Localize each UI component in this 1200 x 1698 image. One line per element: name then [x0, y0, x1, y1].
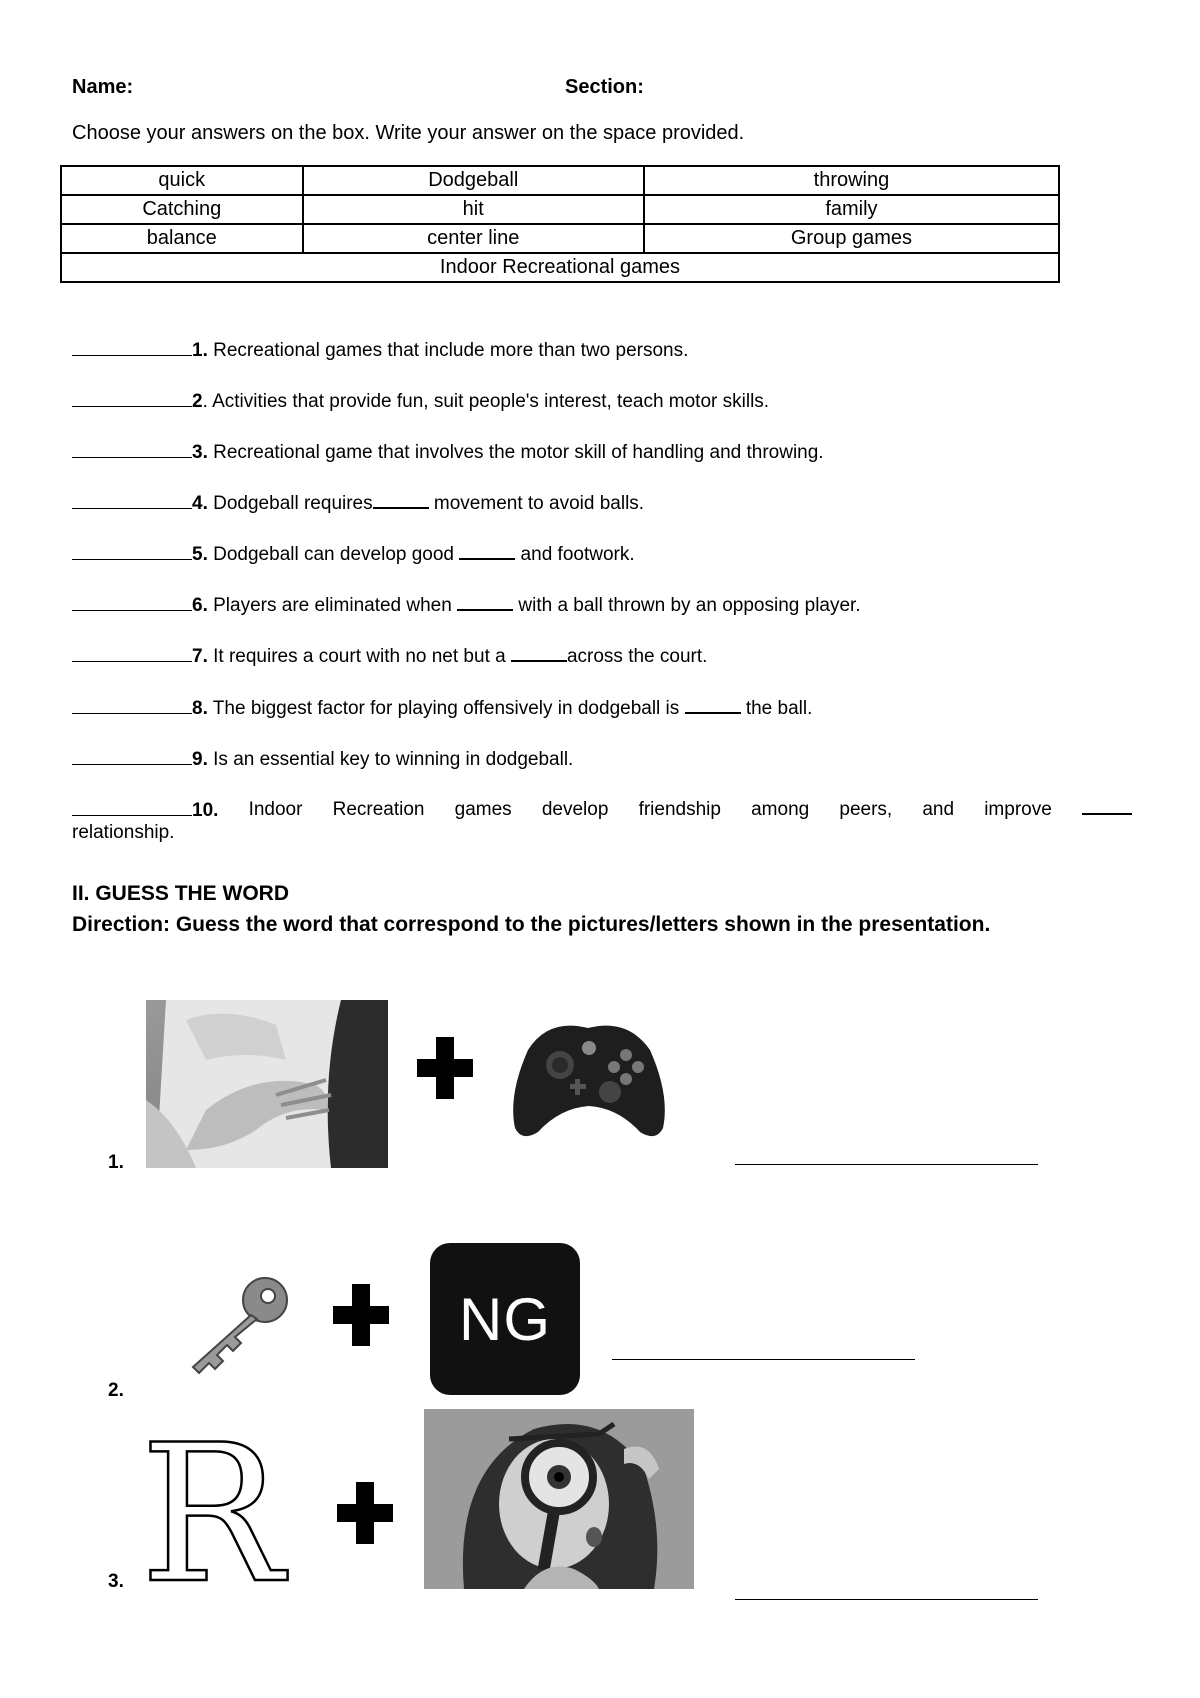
plus-icon [337, 1482, 393, 1544]
section-direction: Direction: Guess the word that correspond to the pictures/letters shown in the presentation. [72, 913, 991, 936]
question-8 [72, 697, 812, 720]
section-label: Section: [565, 76, 644, 98]
inline-blank [459, 544, 515, 560]
question-number: 3. [192, 442, 208, 463]
question-7 [72, 645, 707, 668]
question-text: movement to avoid balls. [428, 493, 645, 514]
question-5 [72, 543, 635, 566]
question-word: and [922, 799, 955, 820]
question-1 [72, 339, 688, 362]
question-word: develop [541, 799, 609, 820]
question-text: the ball. [740, 698, 813, 719]
choice-cell: Group games [644, 224, 1059, 253]
letter-r-graphic [140, 1430, 300, 1590]
question-text: It requires a court with no net but a [207, 646, 511, 667]
question-text: Is an essential key to winning in dodgeball. [207, 749, 574, 770]
question-number: 4. [192, 493, 208, 514]
puzzle-number: 3. [108, 1571, 124, 1592]
ng-tile [430, 1243, 580, 1395]
puzzle-answer-line[interactable] [735, 1164, 1038, 1165]
choice-cell: balance [61, 224, 303, 253]
letter-r-text: R [140, 1430, 284, 1590]
puzzle-answer-line[interactable] [612, 1359, 915, 1360]
choice-cell: family [644, 195, 1059, 224]
question-word: Indoor [248, 799, 303, 820]
section-title: II. GUESS THE WORD [72, 882, 290, 905]
magnifier-woman-image [424, 1409, 694, 1589]
question-text: across the court. [566, 646, 708, 667]
question-word: friendship [638, 799, 721, 820]
question-text: Dodgeball requires [207, 493, 373, 514]
plus-icon [333, 1284, 389, 1346]
answer-blank[interactable] [72, 339, 192, 356]
question-text: Players are eliminated when [207, 595, 458, 616]
question-10 [72, 799, 1132, 844]
answer-blank[interactable] [72, 645, 192, 662]
choice-cell: Catching [61, 195, 303, 224]
choices-row [61, 195, 1059, 224]
question-6 [72, 594, 861, 617]
question-number: 6. [192, 595, 208, 616]
inline-blank [457, 595, 513, 611]
question-number: 8. [192, 698, 208, 719]
key-icon [183, 1275, 293, 1375]
answer-blank[interactable] [72, 390, 192, 407]
inline-blank [373, 493, 429, 509]
question-number: 2 [192, 391, 203, 412]
question-number: 7. [192, 646, 208, 667]
question-text: Recreational game that involves the motor skill of handling and throwing. [207, 442, 824, 463]
answer-blank[interactable] [72, 543, 192, 560]
question-4 [72, 492, 644, 515]
question-3 [72, 441, 824, 464]
puzzle-number: 1. [108, 1152, 124, 1173]
answer-blank[interactable] [72, 697, 192, 714]
choice-cell-wide: Indoor Recreational games [61, 253, 1059, 282]
puzzle-number: 2. [108, 1380, 124, 1401]
choice-cell: hit [303, 195, 644, 224]
inline-blank [511, 646, 567, 662]
plus-icon [417, 1037, 473, 1099]
question-9 [72, 748, 573, 771]
inline-blank [685, 698, 741, 714]
choices-row [61, 224, 1059, 253]
question-number: 9. [192, 749, 208, 770]
choice-cell: quick [61, 166, 303, 195]
answer-blank[interactable] [72, 441, 192, 458]
answer-blank[interactable] [72, 799, 192, 816]
instruction-text: Choose your answers on the box. Write your answer on the space provided. [72, 122, 745, 144]
question-text: The biggest factor for playing offensively in dodgeball is [207, 698, 685, 719]
question-number: 10. [192, 800, 219, 821]
choices-box [60, 165, 1060, 283]
puzzle-answer-line[interactable] [735, 1599, 1038, 1600]
question-word: Recreation [332, 799, 425, 820]
name-label: Name: [72, 76, 134, 98]
answer-blank[interactable] [72, 492, 192, 509]
question-2 [72, 390, 769, 413]
question-text: and footwork. [515, 544, 635, 565]
question-text: with a ball thrown by an opposing player. [513, 595, 861, 616]
question-word: among [751, 799, 810, 820]
ng-tile-text: NG [459, 1285, 551, 1353]
game-controller-image [508, 1010, 670, 1145]
question-word: improve [984, 799, 1052, 820]
question-number: 5. [192, 544, 208, 565]
question-text: relationship. [72, 822, 175, 843]
choices-row [61, 166, 1059, 195]
question-word: games [454, 799, 512, 820]
answer-blank[interactable] [72, 748, 192, 765]
answer-blank[interactable] [72, 594, 192, 611]
question-text: Dodgeball can develop good [207, 544, 460, 565]
inline-blank [1082, 799, 1132, 815]
choice-cell: center line [303, 224, 644, 253]
question-text: Recreational games that include more than two persons. [207, 340, 689, 361]
question-number: 1. [192, 340, 208, 361]
chest-hand-image [146, 1000, 388, 1168]
question-text: . Activities that provide fun, suit people's interest, teach motor skills. [202, 391, 770, 412]
choice-cell: Dodgeball [303, 166, 644, 195]
question-word: peers, [839, 799, 893, 820]
choice-cell: throwing [644, 166, 1059, 195]
choices-row [61, 253, 1059, 282]
